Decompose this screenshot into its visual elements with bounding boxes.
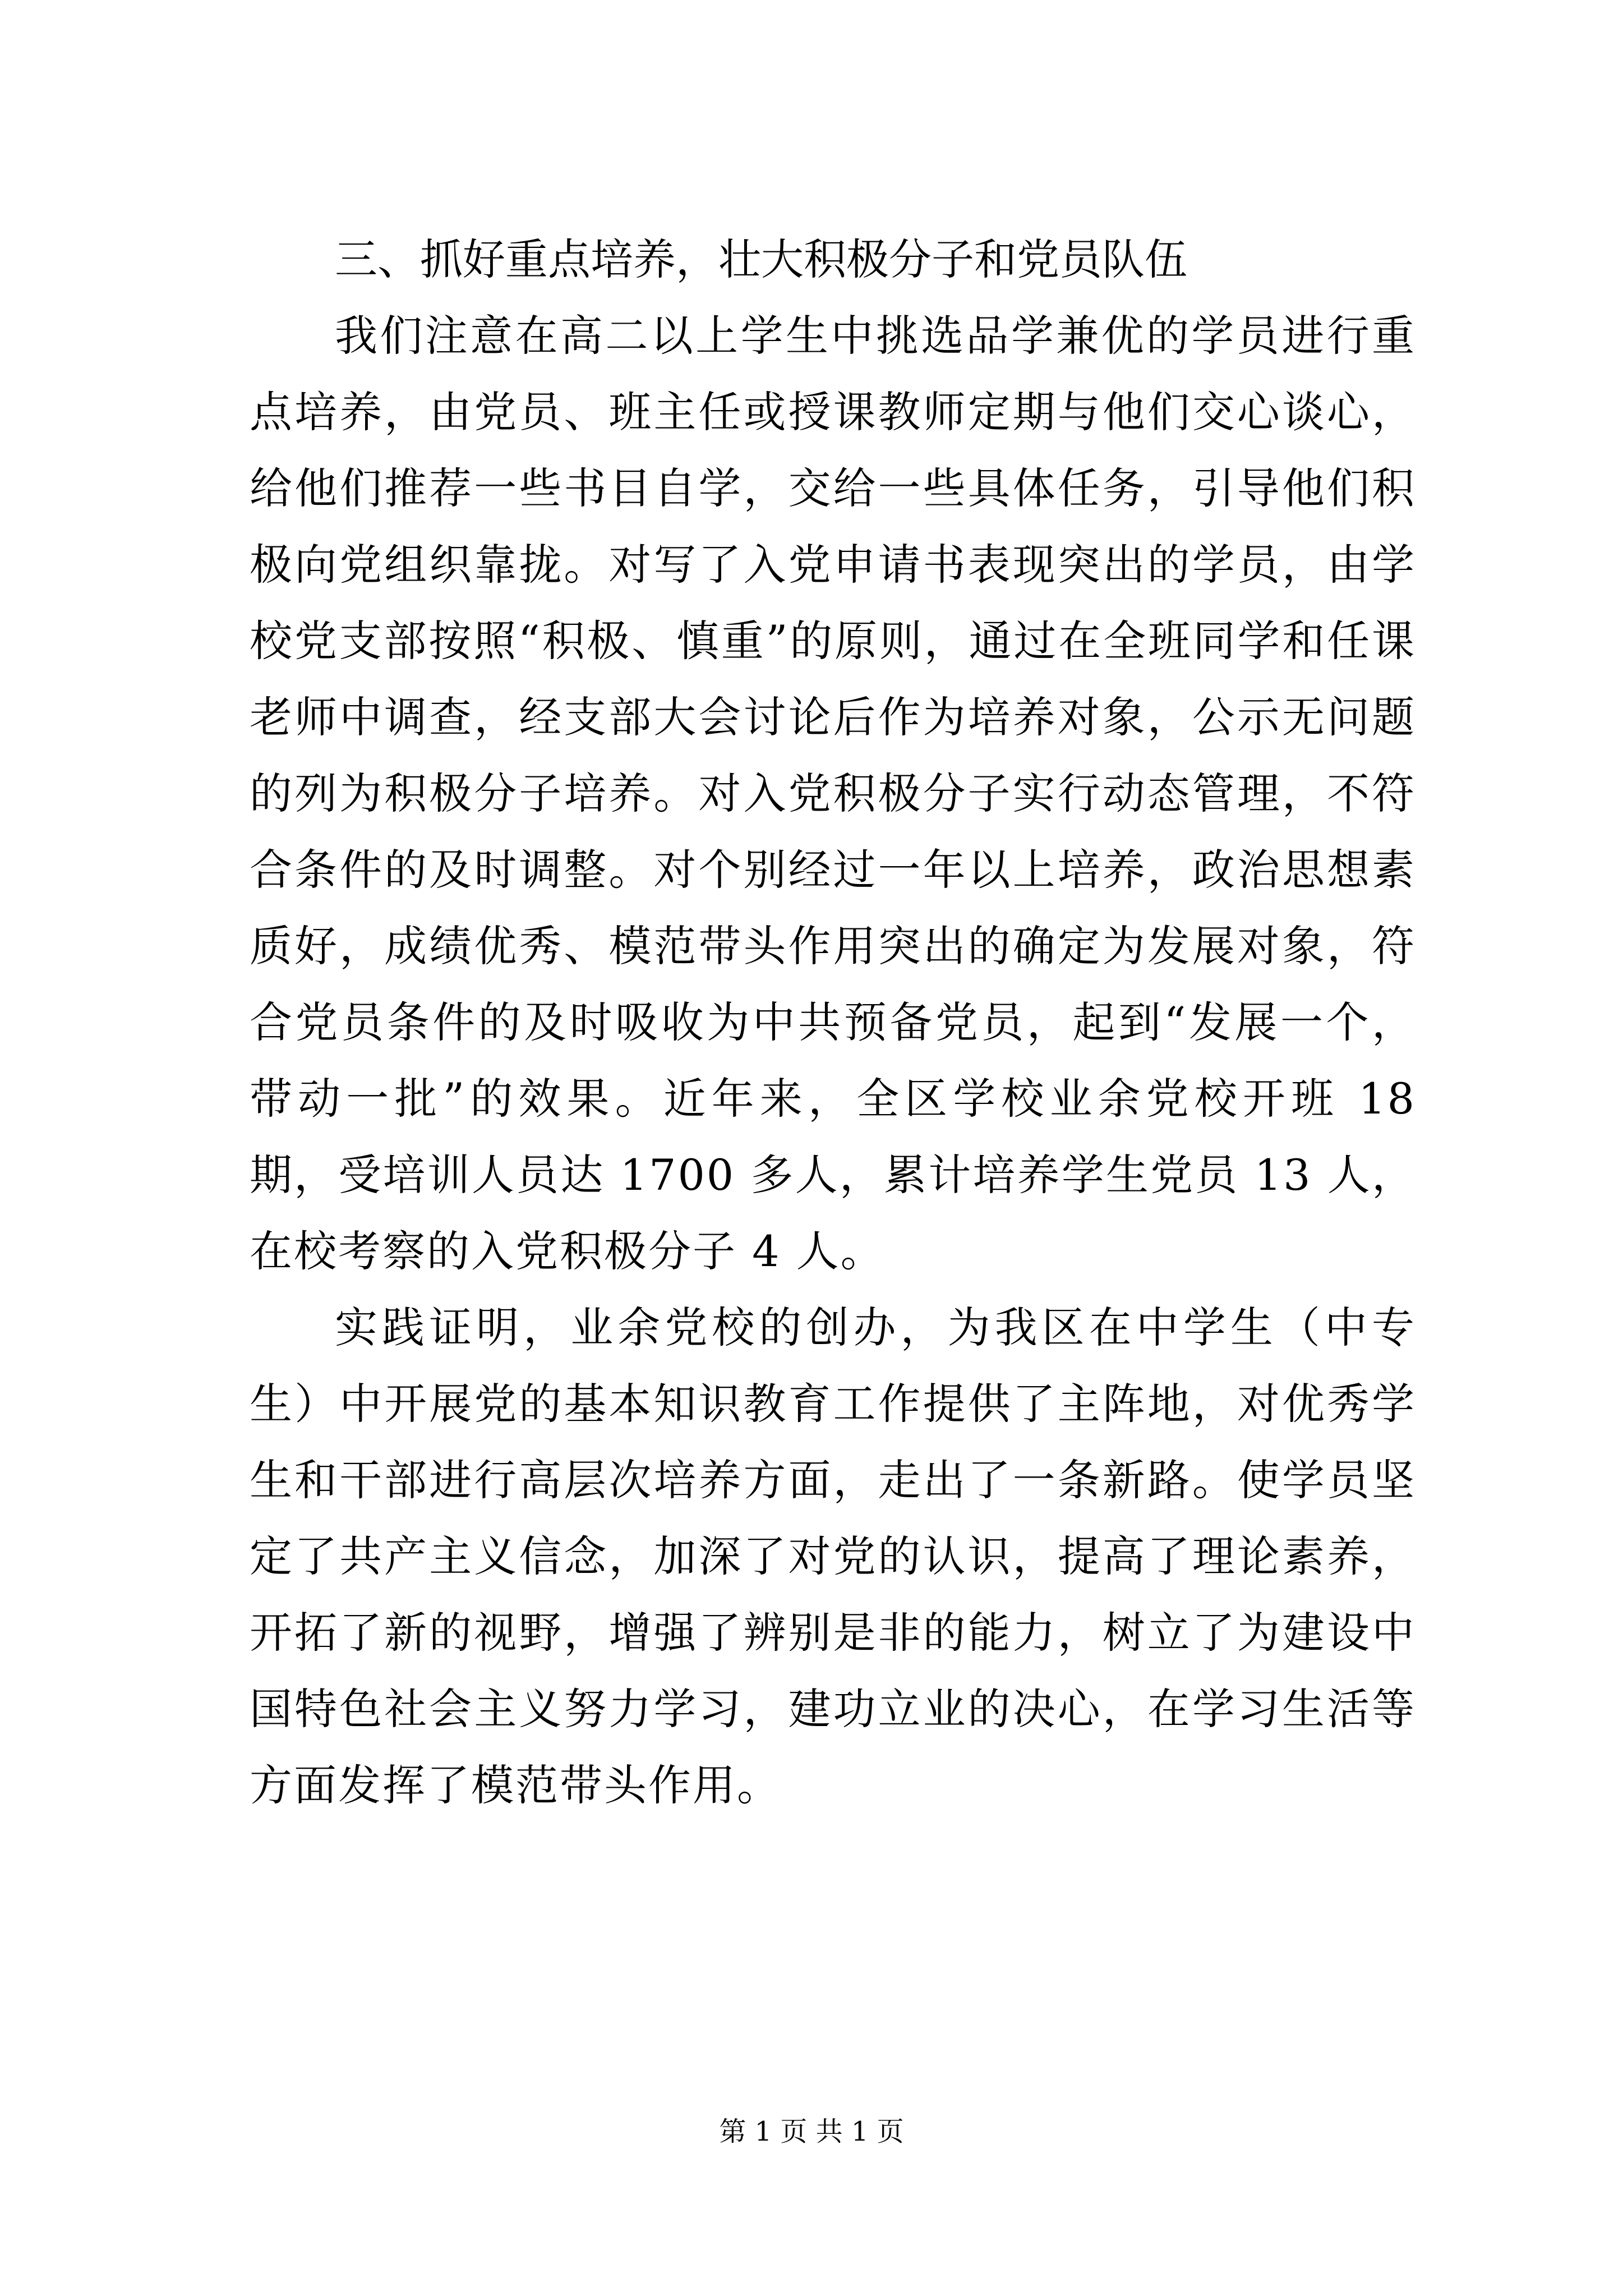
section-heading: 三、抓好重点培养，壮大积极分子和党员队伍 (335, 234, 1187, 284)
document-body (250, 222, 1416, 1824)
paragraph-conclusion: 实践证明，业余党校的创办，为我区在中学生（中专生）中开展党的基本知识教育工作提供了主阵地，对优秀学生和干部进行高层次培养方面，走出了一条新路。使学员坚定了共产主义信念，加深了对党的认识，提高了理论素养，开拓了新的视野，增强了辨别是非的能力，树立了为建设中国特色社会主义努力学习，建功立业的决心，在学习生活等方面发挥了模范带头作用。 (250, 1303, 1416, 1810)
paragraph-cultivation: 我们注意在高二以上学生中挑选品学兼优的学员进行重点培养，由党员、班主任或授课教师定期与他们交心谈心，给他们推荐一些书目自学，交给一些具体任务，引导他们积极向党组织靠拢。对写了入党申请书表现突出的学员，由学校党支部按照“积极、慎重”的原则，通过在全班同学和任课老师中调查，经支部大会讨论后作为培养对象，公示无问题的列为积极分子培养。对入党积极分子实行动态管理，不符合条件的及时调整。对个别经过一年以上培养，政治思想素质好，成绩优秀、模范带头作用突出的确定为发展对象，符合党员条件的及时吸收为中共预备党员，起到“发展一个，带动一批”的效果。近年来，全区学校业余党校开班 18 期，受培训人员达 1700 多人，累计培养学生党员 13 人，在校考察的入党积极分子 4 人。 (250, 311, 1416, 1276)
page-footer: 第 1 页 共 1 页 (719, 2116, 904, 2147)
